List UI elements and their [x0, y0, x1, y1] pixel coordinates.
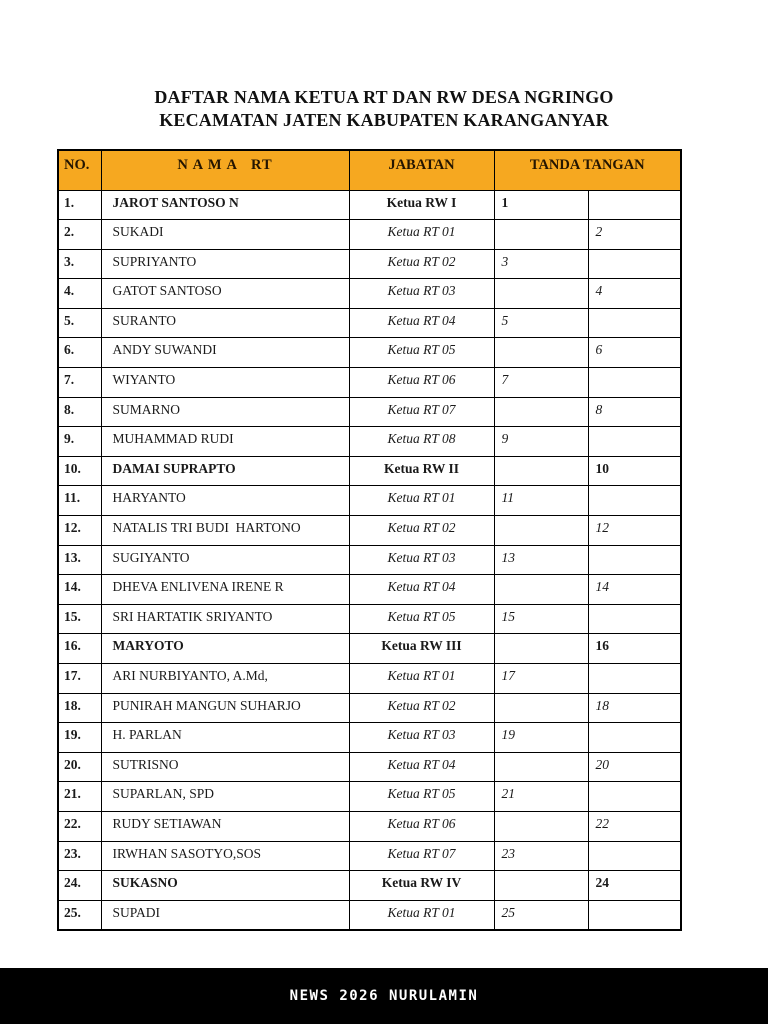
table-row: [58, 811, 681, 841]
table-row: [58, 841, 681, 871]
row-signature-right: 6: [588, 338, 681, 368]
column-header-jabatan: JABATAN: [349, 150, 494, 190]
row-number: 2.: [58, 220, 101, 250]
table-row: [58, 782, 681, 812]
row-position: Ketua RT 02: [349, 693, 494, 723]
row-signature-left: [494, 338, 588, 368]
row-name: GATOT SANTOSO: [101, 279, 349, 309]
row-signature-left: [494, 871, 588, 901]
row-signature-left: [494, 220, 588, 250]
row-signature-left: [494, 693, 588, 723]
table-row: [58, 575, 681, 605]
row-signature-right: 20: [588, 752, 681, 782]
table-row: [58, 368, 681, 398]
row-signature-right: 4: [588, 279, 681, 309]
row-position: Ketua RT 06: [349, 811, 494, 841]
document-title: [0, 0, 768, 132]
row-signature-right: [588, 841, 681, 871]
row-number: 1.: [58, 190, 101, 220]
table-row: [58, 871, 681, 901]
row-number: 12.: [58, 516, 101, 546]
row-name: RUDY SETIAWAN: [101, 811, 349, 841]
table-row: [58, 634, 681, 664]
row-name: ARI NURBIYANTO, A.Md,: [101, 664, 349, 694]
row-signature-left: [494, 634, 588, 664]
table-row: [58, 723, 681, 753]
row-number: 15.: [58, 604, 101, 634]
row-signature-left: [494, 456, 588, 486]
table-row: [58, 427, 681, 457]
row-name: SRI HARTATIK SRIYANTO: [101, 604, 349, 634]
table-body: [58, 190, 681, 930]
row-signature-left: 21: [494, 782, 588, 812]
row-number: 5.: [58, 308, 101, 338]
row-number: 23.: [58, 841, 101, 871]
row-position: Ketua RT 02: [349, 249, 494, 279]
footer-bar: [0, 968, 768, 1024]
row-number: 4.: [58, 279, 101, 309]
row-signature-left: 3: [494, 249, 588, 279]
row-number: 20.: [58, 752, 101, 782]
row-number: 6.: [58, 338, 101, 368]
row-number: 21.: [58, 782, 101, 812]
table-row: [58, 338, 681, 368]
document-title-line1: DAFTAR NAMA KETUA RT DAN RW DESA NGRINGO: [154, 87, 614, 107]
row-number: 13.: [58, 545, 101, 575]
row-name: MUHAMMAD RUDI: [101, 427, 349, 457]
row-name: ANDY SUWANDI: [101, 338, 349, 368]
row-name: H. PARLAN: [101, 723, 349, 753]
row-signature-right: 16: [588, 634, 681, 664]
row-name: SUGIYANTO: [101, 545, 349, 575]
row-position: Ketua RT 05: [349, 338, 494, 368]
row-signature-right: 12: [588, 516, 681, 546]
row-position: Ketua RT 06: [349, 368, 494, 398]
row-name: SUTRISNO: [101, 752, 349, 782]
row-name: DHEVA ENLIVENA IRENE R: [101, 575, 349, 605]
row-position: Ketua RW III: [349, 634, 494, 664]
row-signature-left: [494, 811, 588, 841]
row-signature-right: [588, 604, 681, 634]
row-number: 3.: [58, 249, 101, 279]
row-position: Ketua RT 02: [349, 516, 494, 546]
row-signature-right: 18: [588, 693, 681, 723]
row-position: Ketua RT 01: [349, 486, 494, 516]
row-number: 17.: [58, 664, 101, 694]
row-signature-right: 2: [588, 220, 681, 250]
row-number: 9.: [58, 427, 101, 457]
row-position: Ketua RT 08: [349, 427, 494, 457]
row-name: MARYOTO: [101, 634, 349, 664]
row-signature-left: 23: [494, 841, 588, 871]
row-number: 14.: [58, 575, 101, 605]
table-row: [58, 397, 681, 427]
row-number: 7.: [58, 368, 101, 398]
row-signature-left: [494, 575, 588, 605]
table-row: [58, 308, 681, 338]
row-signature-left: [494, 516, 588, 546]
row-signature-left: [494, 279, 588, 309]
row-name: DAMAI SUPRAPTO: [101, 456, 349, 486]
row-name: WIYANTO: [101, 368, 349, 398]
table-row: [58, 545, 681, 575]
row-signature-right: [588, 900, 681, 930]
row-signature-left: 13: [494, 545, 588, 575]
row-signature-left: 15: [494, 604, 588, 634]
table-row: [58, 279, 681, 309]
table-row: [58, 516, 681, 546]
row-position: Ketua RT 04: [349, 752, 494, 782]
row-signature-right: [588, 723, 681, 753]
table-row: [58, 693, 681, 723]
row-signature-left: [494, 397, 588, 427]
column-header-nama: N A M A RT: [101, 150, 349, 190]
row-signature-left: 5: [494, 308, 588, 338]
row-position: Ketua RT 01: [349, 664, 494, 694]
row-position: Ketua RT 03: [349, 723, 494, 753]
row-position: Ketua RW IV: [349, 871, 494, 901]
row-name: JAROT SANTOSO N: [101, 190, 349, 220]
row-name: SUKASNO: [101, 871, 349, 901]
row-signature-left: 1: [494, 190, 588, 220]
row-name: NATALIS TRI BUDI HARTONO: [101, 516, 349, 546]
row-signature-right: [588, 190, 681, 220]
row-name: SUPADI: [101, 900, 349, 930]
table-row: [58, 664, 681, 694]
row-position: Ketua RT 05: [349, 782, 494, 812]
table-row: [58, 220, 681, 250]
rt-rw-table: [57, 149, 682, 931]
row-position: Ketua RT 04: [349, 575, 494, 605]
row-signature-right: [588, 427, 681, 457]
table-row: [58, 249, 681, 279]
row-position: Ketua RT 07: [349, 397, 494, 427]
row-number: 19.: [58, 723, 101, 753]
table-header: [58, 150, 681, 190]
row-name: SUPRIYANTO: [101, 249, 349, 279]
row-number: 16.: [58, 634, 101, 664]
table-row: [58, 486, 681, 516]
row-position: Ketua RT 03: [349, 545, 494, 575]
row-signature-right: [588, 368, 681, 398]
row-signature-right: 22: [588, 811, 681, 841]
row-number: 24.: [58, 871, 101, 901]
row-position: Ketua RT 05: [349, 604, 494, 634]
row-signature-right: 10: [588, 456, 681, 486]
row-signature-right: 14: [588, 575, 681, 605]
row-signature-right: 24: [588, 871, 681, 901]
row-name: PUNIRAH MANGUN SUHARJO: [101, 693, 349, 723]
table-row: [58, 604, 681, 634]
row-signature-left: 7: [494, 368, 588, 398]
table-row: [58, 900, 681, 930]
row-number: 8.: [58, 397, 101, 427]
row-signature-right: [588, 545, 681, 575]
row-name: IRWHAN SASOTYO,SOS: [101, 841, 349, 871]
row-name: SURANTO: [101, 308, 349, 338]
row-signature-right: [588, 486, 681, 516]
row-signature-right: [588, 308, 681, 338]
column-header-no: NO.: [58, 150, 101, 190]
row-number: 22.: [58, 811, 101, 841]
row-signature-right: [588, 249, 681, 279]
row-signature-left: 11: [494, 486, 588, 516]
row-signature-left: 25: [494, 900, 588, 930]
table-header-row: [58, 150, 681, 190]
row-name: SUMARNO: [101, 397, 349, 427]
row-name: SUKADI: [101, 220, 349, 250]
row-position: Ketua RT 03: [349, 279, 494, 309]
row-number: 10.: [58, 456, 101, 486]
row-position: Ketua RT 01: [349, 220, 494, 250]
row-signature-left: [494, 752, 588, 782]
row-name: HARYANTO: [101, 486, 349, 516]
row-signature-right: [588, 782, 681, 812]
row-signature-right: [588, 664, 681, 694]
footer-text: NEWS 2026 NURULAMIN: [289, 988, 479, 1004]
row-signature-left: 19: [494, 723, 588, 753]
row-name: SUPARLAN, SPD: [101, 782, 349, 812]
row-number: 18.: [58, 693, 101, 723]
document-title-line2: KECAMATAN JATEN KABUPATEN KARANGANYAR: [159, 110, 609, 130]
row-position: Ketua RT 01: [349, 900, 494, 930]
row-signature-left: 17: [494, 664, 588, 694]
table-row: [58, 190, 681, 220]
table-row: [58, 752, 681, 782]
row-number: 11.: [58, 486, 101, 516]
row-number: 25.: [58, 900, 101, 930]
row-position: Ketua RW I: [349, 190, 494, 220]
column-header-tanda-tangan: TANDA TANGAN: [494, 150, 681, 190]
row-position: Ketua RT 04: [349, 308, 494, 338]
row-signature-right: 8: [588, 397, 681, 427]
row-signature-left: 9: [494, 427, 588, 457]
table-row: [58, 456, 681, 486]
row-position: Ketua RT 07: [349, 841, 494, 871]
row-position: Ketua RW II: [349, 456, 494, 486]
